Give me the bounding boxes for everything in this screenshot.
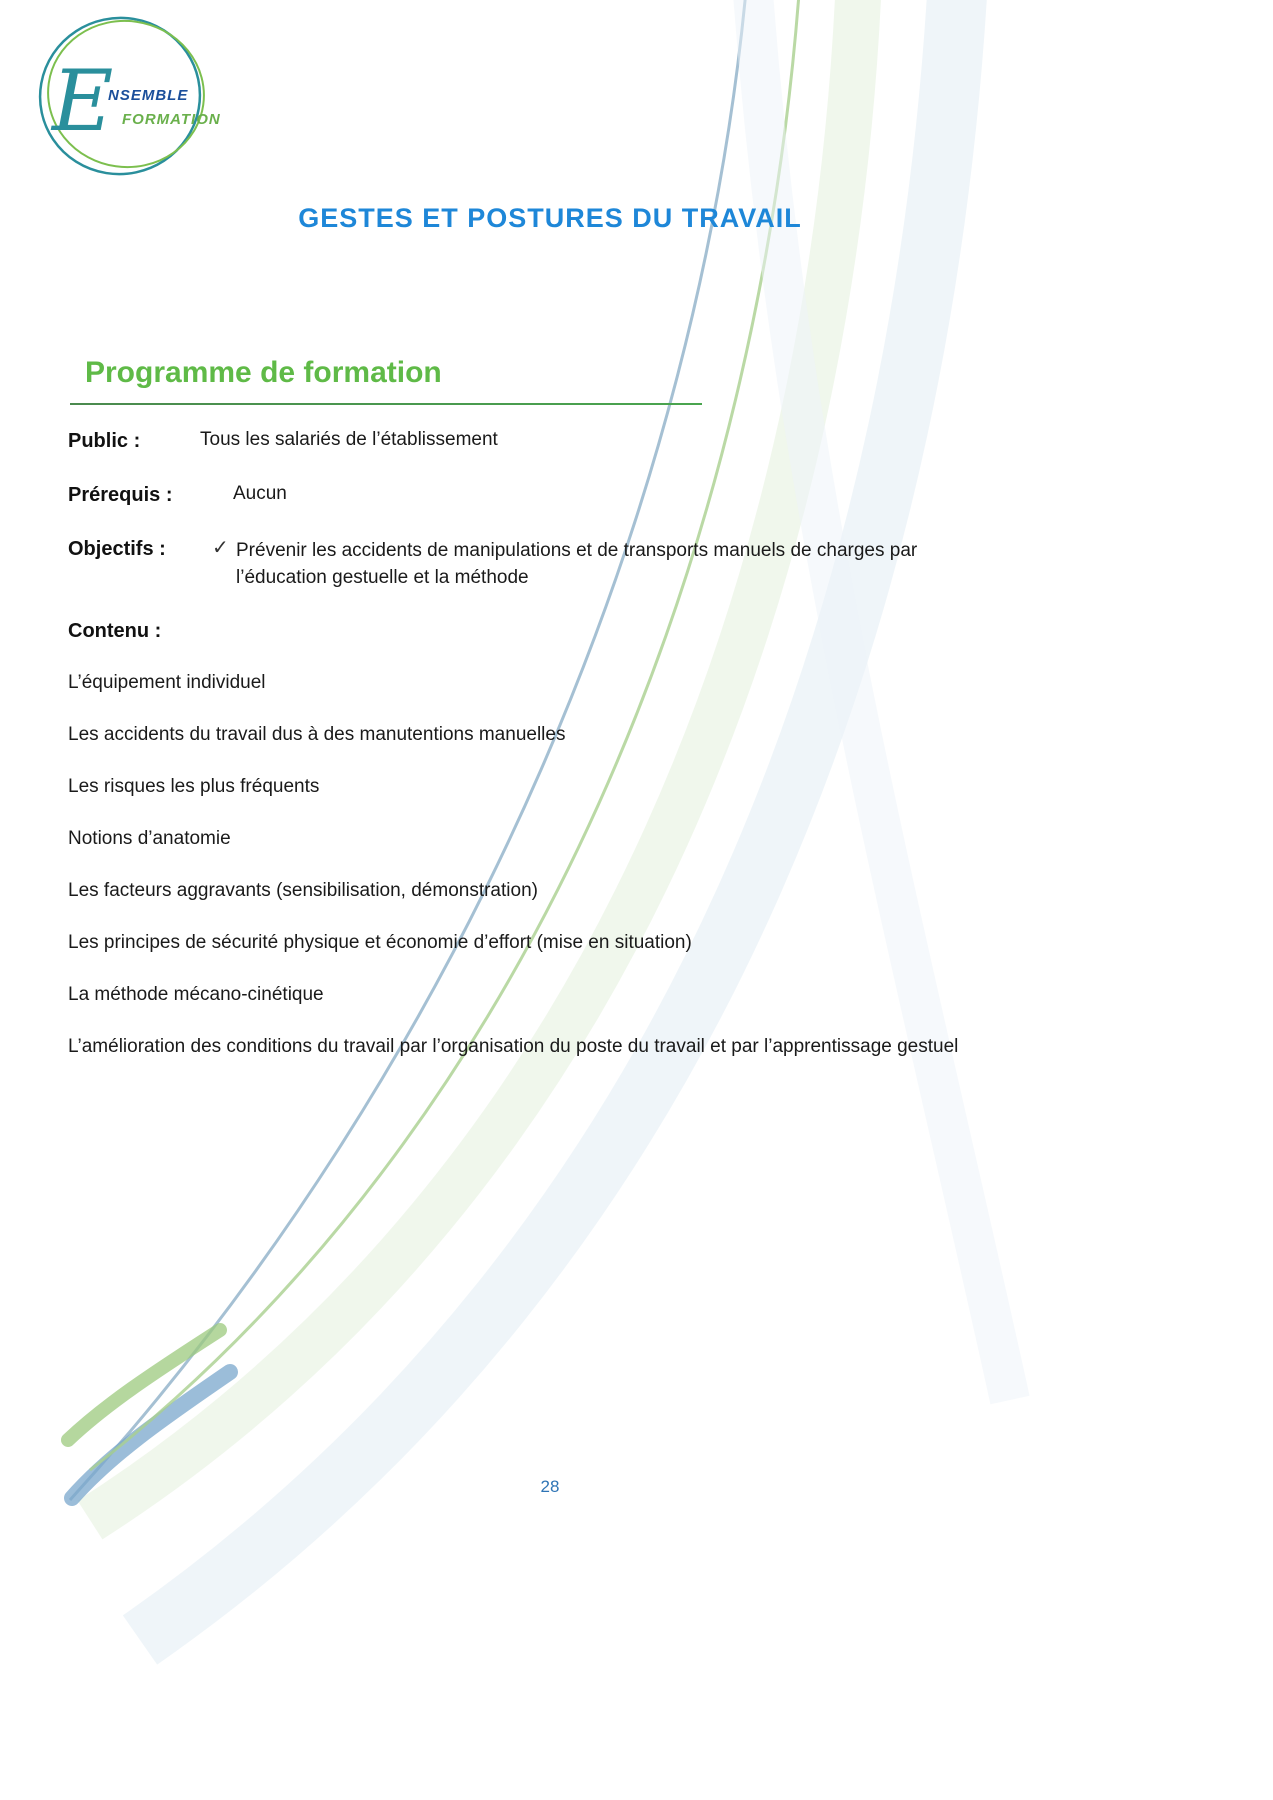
logo-subtitle-text: FORMATION [122, 111, 221, 128]
public-value: Tous les salariés de l’établissement [200, 429, 498, 450]
content-item: La méthode mécano-cinétique [68, 984, 324, 1005]
objectifs-value: Prévenir les accidents de manipulations et de transports manuels de charges par l’éducation gestuelle et la méthode [236, 540, 918, 588]
logo-name-text: NSEMBLE [108, 87, 189, 104]
page-number: 28 [540, 1477, 560, 1496]
prerequis-value: Aucun [233, 483, 287, 504]
content-item: Les accidents du travail dus à des manutentions manuelles [68, 724, 566, 745]
content-item: Les risques les plus fréquents [68, 776, 320, 797]
checkmark-icon: ✓ [212, 537, 229, 559]
document-title: GESTES ET POSTURES DU TRAVAIL [298, 203, 802, 233]
objectifs-label: Objectifs : [68, 538, 166, 560]
content-item: Les facteurs aggravants (sensibilisation, démonstration) [68, 880, 538, 901]
section-heading: Programme de formation [85, 356, 442, 389]
content-item: Les principes de sécurité physique et économie d’effort (mise en situation) [68, 932, 692, 953]
public-label: Public : [68, 430, 141, 452]
content-item: L’équipement individuel [68, 672, 266, 693]
contenu-label: Contenu : [68, 620, 162, 642]
heading-underline [70, 403, 702, 405]
prerequis-label: Prérequis : [68, 484, 173, 506]
ensemble-formation-logo [22, 8, 222, 183]
content-item: Notions d’anatomie [68, 828, 231, 849]
logo-initial: E [52, 52, 114, 150]
content-item: L’amélioration des conditions du travail par l’organisation du poste du travail et par l’apprentissage gestuel [68, 1036, 959, 1057]
